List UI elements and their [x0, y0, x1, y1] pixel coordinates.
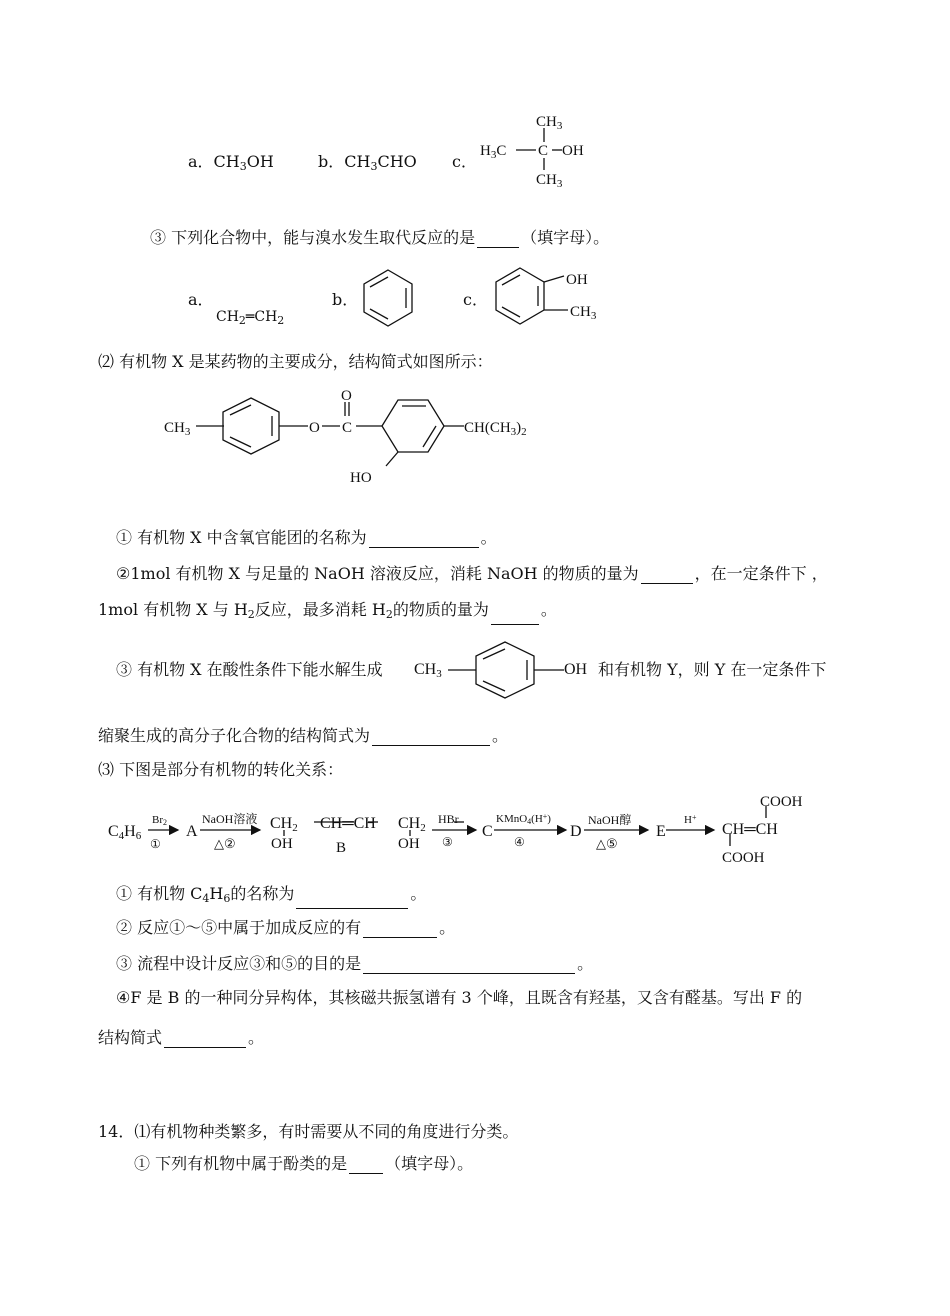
svg-text:H+: H+ — [684, 813, 697, 826]
part2-q2-line2: 1mol 有机物 X 与 $H_2$反应，最多消耗 $H_2$的物质的量为 。 — [98, 600, 557, 625]
svg-text:OH: OH — [562, 143, 584, 159]
part2-intro: ⑵ 有机物 X 是某药物的主要成分，结构简式如图所示： — [98, 352, 493, 371]
compound-x-structure — [164, 386, 584, 496]
svg-text:B: B — [336, 840, 347, 856]
svg-text:CH2: CH2 — [270, 815, 298, 834]
option-c-label: c． — [452, 152, 477, 171]
answer-blank[interactable] — [372, 729, 490, 746]
answer-blank[interactable] — [641, 567, 693, 584]
svg-text:HBr: HBr — [438, 812, 459, 826]
benzene-structure — [360, 268, 420, 328]
svg-text:△②: △② — [214, 836, 236, 851]
o-cresol-structure — [494, 264, 614, 330]
q3-option-b-label: b． — [332, 290, 359, 309]
answer-blank[interactable] — [363, 957, 575, 974]
answer-blank[interactable] — [349, 1157, 383, 1174]
svg-text:A: A — [186, 823, 198, 840]
svg-text:CH3: CH3 — [414, 661, 442, 680]
part2-q2-line1: ②1mol 有机物 X 与足量的 NaOH 溶液反应，消耗 NaOH 的物质的量为 ，在一定条件下 ， — [116, 564, 828, 583]
conversion-flow-diagram — [108, 790, 828, 870]
answer-blank[interactable] — [164, 1031, 246, 1048]
svg-text:OH: OH — [398, 836, 420, 852]
svg-text:E: E — [656, 823, 666, 840]
part3-intro: ⑶ 下图是部分有机物的转化关系： — [98, 760, 344, 779]
svg-text:D: D — [570, 823, 582, 840]
svg-text:C: C — [342, 420, 353, 436]
svg-text:CH3: $CH_3$ — [164, 420, 191, 438]
svg-text:NaOH醇: NaOH醇 — [588, 813, 632, 827]
svg-text:O: O — [309, 420, 320, 436]
part2-q3-a: ③ 有机物 X 在酸性条件下能水解生成 — [116, 660, 383, 679]
svg-text:C4H6: C4H6 — [108, 823, 142, 842]
svg-text:①: ① — [150, 837, 161, 851]
question-14-sub1: ① 下列有机物中属于酚类的是 （填字母）。 — [134, 1154, 474, 1173]
ethylene-structure: $CH_2═CH_2$ — [216, 309, 285, 327]
answer-blank[interactable] — [477, 231, 519, 248]
question-3-bromine: ③ 下列化合物中，能与溴水发生取代反应的是 （填字母）。 — [150, 228, 610, 247]
part3-q4-line1: ④F 是 B 的一种同分异构体，其核磁共振氢谱有 3 个峰，且既含有羟基，又含有醛基。写出 F 的 — [116, 988, 803, 1007]
q3-option-a-label: a． — [188, 290, 214, 309]
svg-text:Br2: Br2 — [152, 814, 167, 827]
p-cresol-structure — [414, 636, 604, 706]
q3-option-c-label: c． — [463, 290, 488, 309]
part3-q4-line2: 结构简式 。 — [98, 1028, 265, 1047]
svg-text:④: ④ — [514, 835, 525, 849]
svg-text:COOH: COOH — [760, 794, 803, 810]
part3-q2: ② 反应①～⑤中属于加成反应的有 。 — [116, 918, 456, 937]
svg-text:CH3: $CH_3$ — [536, 114, 563, 132]
svg-text:OH: OH — [566, 272, 588, 288]
svg-text:△⑤: △⑤ — [596, 836, 618, 851]
svg-text:O: O — [341, 388, 352, 404]
svg-text:CH═CH: CH═CH — [722, 821, 778, 838]
part3-q3: ③ 流程中设计反应③和⑤的目的是 。 — [116, 954, 594, 973]
answer-blank[interactable] — [363, 921, 437, 938]
svg-text:OH: OH — [564, 661, 588, 678]
svg-text:COOH: COOH — [722, 850, 765, 866]
part3-q1: ① 有机物 $C_4H_6$的名称为 。 — [116, 884, 426, 909]
svg-text:HO: HO — [350, 470, 372, 486]
option-a: a．$CH_3OH$ — [188, 152, 274, 173]
svg-text:NaOH溶液: NaOH溶液 — [202, 812, 258, 826]
part2-q1: ① 有机物 X 中含氧官能团的名称为 。 — [116, 528, 497, 547]
part2-q3-b: 和有机物 Y，则 Y 在一定条件下 — [598, 660, 827, 679]
svg-text:③: ③ — [442, 835, 453, 849]
svg-text:CH3: $CH_3$ — [536, 172, 563, 190]
svg-text:C: C — [482, 823, 493, 840]
part2-q3-c: 缩聚生成的高分子化合物的结构简式为 。 — [98, 726, 509, 745]
option-b: b．$CH_3CHO$ — [318, 152, 417, 173]
tert-butanol-structure — [478, 108, 588, 188]
answer-blank[interactable] — [296, 892, 408, 909]
svg-text:CH2: CH2 — [398, 815, 426, 834]
answer-blank[interactable] — [491, 608, 539, 625]
svg-text:CH═CH: CH═CH — [320, 815, 376, 832]
svg-text:KMnO4(H+): KMnO4(H+) — [496, 812, 551, 826]
svg-text:C: C — [538, 143, 549, 159]
svg-text:CH(CH3)2: $CH(CH_3)_2$ — [464, 420, 527, 438]
answer-blank[interactable] — [369, 531, 479, 548]
svg-text:OH: OH — [271, 836, 293, 852]
svg-text:H3C: $H_3C$ — [480, 143, 507, 161]
question-14-intro: 14．⑴有机物种类繁多，有时需要从不同的角度进行分类。 — [98, 1122, 519, 1141]
svg-text:CH3: $CH_3$ — [570, 304, 597, 322]
